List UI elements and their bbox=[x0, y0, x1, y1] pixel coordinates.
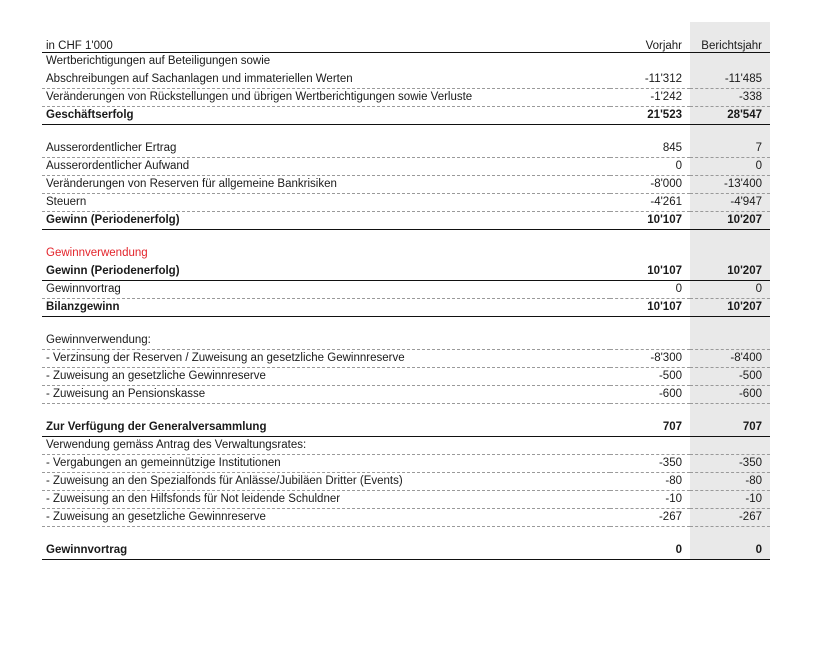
row-value-current-year bbox=[690, 527, 770, 543]
row-value-current-year: 7 bbox=[690, 140, 770, 158]
row-label: - Zuweisung an gesetzliche Gewinnreserve bbox=[42, 509, 610, 527]
table-row bbox=[42, 527, 770, 543]
row-label: - Zuweisung an gesetzliche Gewinnreserve bbox=[42, 368, 610, 386]
row-value-prev-year: -10 bbox=[610, 491, 690, 509]
table-row bbox=[42, 107, 770, 125]
table-row bbox=[42, 140, 770, 158]
row-label bbox=[42, 317, 610, 333]
row-value-current-year: 10'207 bbox=[690, 212, 770, 230]
row-value-current-year: -10 bbox=[690, 491, 770, 509]
table-row bbox=[42, 263, 770, 281]
row-label: - Zuweisung an Pensionskasse bbox=[42, 386, 610, 404]
table-row bbox=[42, 71, 770, 89]
row-value-prev-year: 707 bbox=[610, 419, 690, 437]
table-row bbox=[42, 491, 770, 509]
row-label: Wertberichtigungen auf Beteiligungen sowie bbox=[46, 55, 271, 67]
row-label bbox=[42, 230, 610, 246]
row-value-current-year bbox=[690, 53, 770, 71]
row-value-prev-year bbox=[610, 437, 690, 455]
row-value-prev-year: -1'242 bbox=[610, 89, 690, 107]
row-label: - Zuweisung an den Hilfsfonds für Not leidende Schuldner bbox=[42, 491, 610, 509]
row-value-current-year bbox=[690, 125, 770, 141]
table-row bbox=[42, 230, 770, 246]
row-value-prev-year: -8'000 bbox=[610, 176, 690, 194]
row-value-prev-year: -600 bbox=[610, 386, 690, 404]
row-label: Gewinn (Periodenerfolg) bbox=[42, 212, 610, 230]
row-value-prev-year bbox=[610, 332, 690, 350]
row-value-current-year: -600 bbox=[690, 386, 770, 404]
row-label: Zur Verfügung der Generalversammlung bbox=[42, 419, 610, 437]
row-value-prev-year: 10'107 bbox=[610, 212, 690, 230]
row-label: - Zuweisung an den Spezialfonds für Anlässe/Jubiläen Dritter (Events) bbox=[42, 473, 610, 491]
row-label: Geschäftserfolg bbox=[42, 107, 610, 125]
row-value-current-year bbox=[690, 230, 770, 246]
table-row bbox=[42, 245, 770, 263]
row-value-prev-year: -80 bbox=[610, 473, 690, 491]
table-row bbox=[42, 299, 770, 317]
row-value-prev-year: 845 bbox=[610, 140, 690, 158]
table-row bbox=[42, 386, 770, 404]
row-label bbox=[42, 125, 610, 141]
header-prev-year: Vorjahr bbox=[610, 22, 690, 53]
row-value-prev-year: -11'312 bbox=[610, 71, 690, 89]
row-value-current-year: -11'485 bbox=[690, 71, 770, 89]
table-row bbox=[42, 281, 770, 299]
row-value-current-year: -80 bbox=[690, 473, 770, 491]
row-value-current-year: 10'207 bbox=[690, 299, 770, 317]
header-unit-label: in CHF 1'000 bbox=[42, 22, 610, 53]
row-value-current-year: -338 bbox=[690, 89, 770, 107]
table-body bbox=[42, 53, 770, 560]
row-value-current-year: -13'400 bbox=[690, 176, 770, 194]
row-label: Gewinnverwendung bbox=[46, 247, 148, 259]
row-value-prev-year bbox=[610, 125, 690, 141]
row-value-current-year: 0 bbox=[690, 542, 770, 560]
row-label: Gewinnvortrag bbox=[42, 281, 610, 299]
row-label: Gewinnvortrag bbox=[42, 542, 610, 560]
row-label: Veränderungen von Rückstellungen und übrigen Wertberichtigungen sowie Verluste bbox=[42, 89, 610, 107]
table-header-row bbox=[42, 22, 770, 53]
row-value-current-year: 28'547 bbox=[690, 107, 770, 125]
row-value-prev-year: -267 bbox=[610, 509, 690, 527]
table-row bbox=[42, 332, 770, 350]
row-value-prev-year bbox=[610, 404, 690, 420]
row-value-prev-year bbox=[610, 245, 690, 263]
row-label: - Vergabungen an gemeinnützige Institutionen bbox=[42, 455, 610, 473]
table-row bbox=[42, 212, 770, 230]
row-label: Verwendung gemäss Antrag des Verwaltungsrates: bbox=[42, 437, 610, 455]
table-row bbox=[42, 194, 770, 212]
table-row bbox=[42, 404, 770, 420]
header-current-year: Berichtsjahr bbox=[690, 22, 770, 53]
row-value-prev-year bbox=[610, 230, 690, 246]
table-row bbox=[42, 53, 770, 71]
financial-statement-page bbox=[42, 22, 770, 560]
table-row bbox=[42, 473, 770, 491]
row-label bbox=[42, 404, 610, 420]
row-value-prev-year: 0 bbox=[610, 281, 690, 299]
table-row bbox=[42, 89, 770, 107]
row-label: Gewinnverwendung: bbox=[42, 332, 610, 350]
row-value-current-year: 707 bbox=[690, 419, 770, 437]
row-label: Abschreibungen auf Sachanlagen und immateriellen Werten bbox=[42, 71, 610, 89]
profit-appropriation-table bbox=[42, 22, 770, 560]
row-value-current-year: -4'947 bbox=[690, 194, 770, 212]
row-label: Veränderungen von Reserven für allgemeine Bankrisiken bbox=[42, 176, 610, 194]
row-label: Bilanzgewinn bbox=[42, 299, 610, 317]
row-value-prev-year: -4'261 bbox=[610, 194, 690, 212]
row-value-current-year bbox=[690, 404, 770, 420]
row-value-prev-year: -500 bbox=[610, 368, 690, 386]
row-value-current-year bbox=[690, 245, 770, 263]
row-value-current-year: -500 bbox=[690, 368, 770, 386]
table-row bbox=[42, 509, 770, 527]
table-row bbox=[42, 176, 770, 194]
row-value-prev-year: 10'107 bbox=[610, 263, 690, 281]
table-row bbox=[42, 125, 770, 141]
row-value-current-year: -350 bbox=[690, 455, 770, 473]
row-value-prev-year: 10'107 bbox=[610, 299, 690, 317]
table-row bbox=[42, 158, 770, 176]
row-label: Ausserordentlicher Ertrag bbox=[42, 140, 610, 158]
row-label bbox=[42, 527, 610, 543]
row-label: Ausserordentlicher Aufwand bbox=[42, 158, 610, 176]
table-row bbox=[42, 542, 770, 560]
table-row bbox=[42, 317, 770, 333]
row-label: Gewinn (Periodenerfolg) bbox=[42, 263, 610, 281]
row-value-prev-year bbox=[610, 527, 690, 543]
row-label: - Verzinsung der Reserven / Zuweisung an gesetzliche Gewinnreserve bbox=[42, 350, 610, 368]
row-label: Steuern bbox=[42, 194, 610, 212]
row-value-prev-year: 0 bbox=[610, 158, 690, 176]
row-value-current-year: 10'207 bbox=[690, 263, 770, 281]
table-row bbox=[42, 455, 770, 473]
row-value-current-year: -8'400 bbox=[690, 350, 770, 368]
row-value-current-year bbox=[690, 317, 770, 333]
row-value-prev-year: 21'523 bbox=[610, 107, 690, 125]
row-value-current-year bbox=[690, 437, 770, 455]
table-row bbox=[42, 368, 770, 386]
row-value-prev-year: -350 bbox=[610, 455, 690, 473]
row-value-current-year: 0 bbox=[690, 158, 770, 176]
table-row bbox=[42, 350, 770, 368]
row-value-current-year: 0 bbox=[690, 281, 770, 299]
row-value-prev-year bbox=[610, 53, 690, 71]
row-value-prev-year bbox=[610, 317, 690, 333]
row-value-prev-year: -8'300 bbox=[610, 350, 690, 368]
row-value-current-year bbox=[690, 332, 770, 350]
row-value-prev-year: 0 bbox=[610, 542, 690, 560]
table-row bbox=[42, 419, 770, 437]
table-row bbox=[42, 437, 770, 455]
row-value-current-year: -267 bbox=[690, 509, 770, 527]
